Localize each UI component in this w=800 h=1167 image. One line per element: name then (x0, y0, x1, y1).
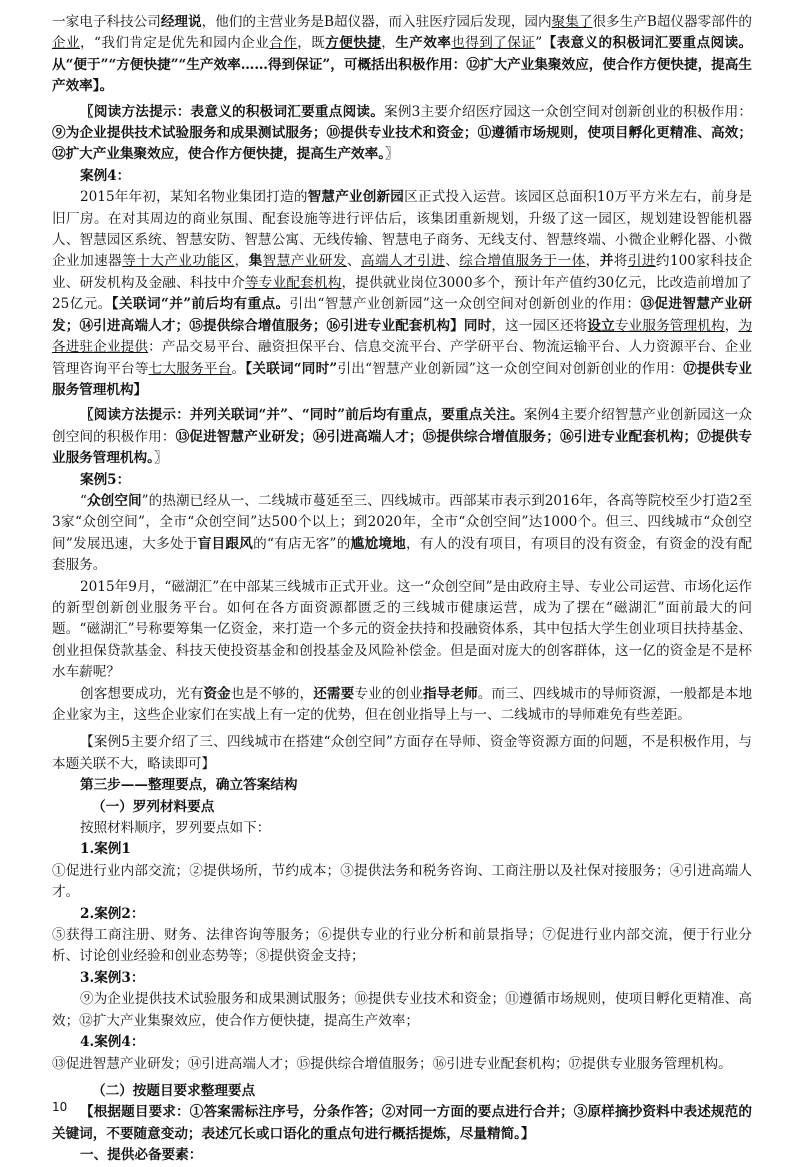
case3-method-tip: 〖阅读方法提示：表意义的积极词汇要重点阅读。案例3主要介绍医疗园这一众创空间对创新创业的积极作用：⑨为企业提供技术试验服务和成果测试服务；⑩提供专业技术和资金；⑪遵循市场规则，使项目孵化更精准、高效；⑫扩大产业集聚效应，使合作方便快捷，提高生产效率。〗 (52, 103, 752, 163)
answer-point-1-heading: 一、提供必备要素： (80, 1147, 203, 1164)
case5-paragraph-2: 2015年9月，“磁湖汇”在中部某三线城市正式开业。这一“众创空间”是由政府主导、专业公司运营、市场化运作的新型创新创业服务平台。如何在各方面资源都匮乏的三线城市健康运营，成为了摆在“磁湖汇”面前最大的问题。“磁湖汇”号称要筹集一亿资金，来打造一个多元的资金扶持和投融资体系，其中包括大学生创业项目扶持基金、创业担保贷款基金、科技天使投资基金和创投基金及风险补偿金。但是面对庞大的创客群体，这一亿的资金是不是杯水车薪呢？ (52, 578, 752, 681)
section1-intro: 按照材料顺序，罗列要点如下： (80, 820, 271, 837)
list-case1-body: ①促进行业内部交流；②提供场所，节约成本；③提供法务和税务咨询、工商注册以及社保对接服务；④引进高端人才。 (52, 862, 752, 901)
list-case4-title: 4.案例4： (80, 1034, 145, 1051)
case4-heading: 案例4： (80, 167, 131, 184)
page-number: 10 (52, 1100, 68, 1114)
case4-paragraph: 2015年年初，某知名物业集团打造的智慧产业创新园区正式投入运营。该园区总面积10万平方米左右，前身是旧厂房。在对其周边的商业氛围、配套设施等进行评估后，该集团重新规划，升级了这一园区，规划建设智能机器人、智慧园区系统、智慧安防、智慧公寓、无线传输、智慧电子商务、无线支付、智慧终端、小微企业孵化器、小微企业加速器等十大产业功能区，集智慧产业研发、高端人才引进、综合增值服务于一体，并将引进约100家科技企业、研发机构及金融、科技中介等专业配套机构，提供就业岗位3000多个，预计年产值约30亿元，比改造前增加了25亿元。【关联词“并”前后均有重点。引出“智慧产业创新园”这一众创空间对创新创业的作用：⑬促进智慧产业研发；⑭引进高端人才；⑮提供综合增值服务；⑯引进专业配套机构】同时，这一园区还将设立专业服务管理机构，为各进驻企业提供：产品交易平台、融资担保平台、信息交流平台、产学研平台、物流运输平台、人力资源平台、企业管理咨询平台等七大服务平台。【关联词“同时”引出“智慧产业创新园”这一众创空间对创新创业的作用：⑰提供专业服务管理机构】 (52, 189, 753, 398)
case5-heading: 案例5： (80, 471, 131, 488)
list-case1-title: 1.案例1 (80, 841, 131, 858)
case3-continuation: 一家电子科技公司经理说，他们的主营业务是B超仪器，而入驻医疗园后发现，园内聚集了很多生产B超仪器零部件的企业，“我们肯定是优先和园内企业合作，既方便快捷，生产效率也得到了保证”【表意义的积极词汇要重点阅读。从“便于”“方便快捷”“生产效率……得到保证”，可概括出积极作用：⑫扩大产业集聚效应，使合作方便快捷，提高生产效率】。 (52, 14, 753, 95)
list-case2-title: 2.案例2： (80, 905, 145, 922)
section1-heading: （一）罗列材料要点 (92, 798, 215, 815)
case5-note: 【案例5主要介绍了三、四线城市在搭建“众创空间”方面存在导师、资金等资源方面的问题，不是积极作用，与本题关联不大，略读即可】 (52, 734, 752, 772)
list-case3-body: ⑨为企业提供技术试验服务和成果测试服务；⑩提供专业技术和资金；⑪遵循市场规则，使项目孵化更精准、高效；⑫扩大产业集聚效应，使合作方便快捷，提高生产效率； (52, 991, 752, 1029)
case5-paragraph-1: “众创空间”的热潮已经从一、二线城市蔓延至三、四线城市。西部某市表示到2016年，各高等院校至少打造2至3家“众创空间”，全市“众创空间”达500个以上；到2020年，全市“众创空间”达1000个。但三、四线城市“众创空间”发展迅速，大多处于盲目跟风的“有店无客”的尴尬境地，有人的没有项目，有项目的没有资金，有资金的没有配套服务。 (52, 492, 753, 574)
list-case4-body: ⑬促进智慧产业研发；⑭引进高端人才；⑮提供综合增值服务；⑯引进专业配套机构；⑰提供专业服务管理机构。 (52, 1055, 732, 1072)
section2-heading: （二）按题目要求整理要点 (92, 1082, 256, 1099)
section2-requirements: 【根据题目要求：①答案需标注序号，分条作答；②对同一方面的要点进行合并；③原样摘抄资料中表述规范的关键词，不要随意变动；表述冗长或口语化的重点句进行概括提炼，尽量精简。】 (52, 1104, 752, 1142)
list-case3-title: 3.案例3： (80, 969, 145, 986)
case4-method-tip: 〖阅读方法提示：并列关联词“并”、“同时”前后均有重点，要重点关注。案例4主要介绍智慧产业创新园这一众创空间的积极作用：⑬促进智慧产业研发；⑭引进高端人才；⑮提供综合增值服务；⑯引进专业配套机构；⑰提供专业服务管理机构。〗 (52, 407, 753, 467)
step3-heading: 第三步——整理要点，确立答案结构 (80, 777, 298, 794)
list-case2-body: ⑤获得工商注册、财务、法律咨询等服务；⑥提供专业的行业分析和前景指导；⑦促进行业内部交流，便于行业分析、讨论创业经验和创业态势等；⑧提供资金支持； (52, 927, 752, 965)
case5-paragraph-3: 创客想要成功，光有资金也是不够的，还需要专业的创业指导老师。而三、四线城市的导师资源，一般都是本地企业家为主，这些企业家们在实战上有一定的优势，但在创业指导上与一、二线城市的导师难免有些差距。 (52, 685, 753, 723)
